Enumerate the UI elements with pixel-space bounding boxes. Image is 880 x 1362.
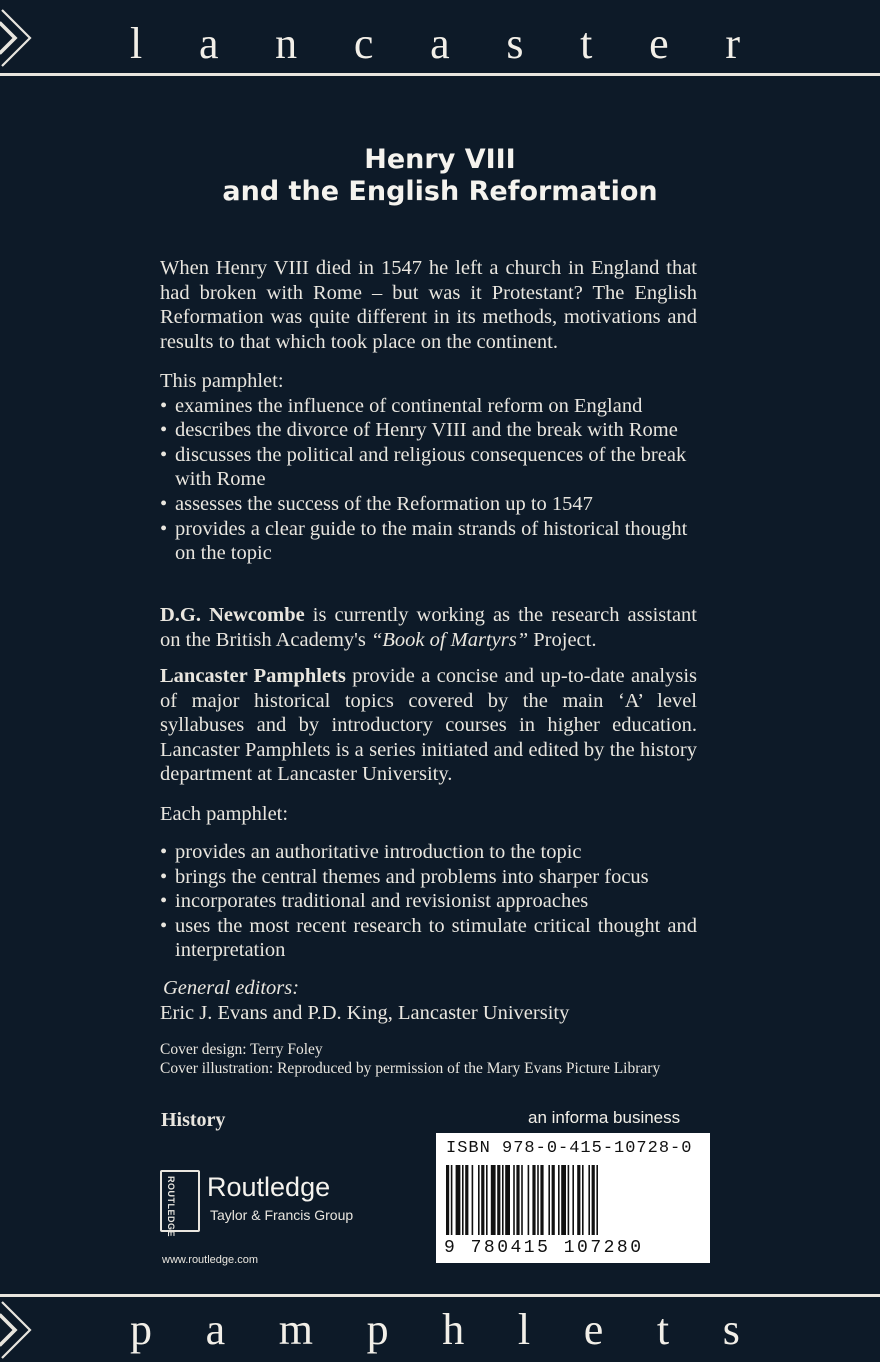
top-letter: a bbox=[198, 19, 219, 68]
pamphlet-heading: This pamphlet: bbox=[160, 370, 284, 392]
bottom-letter: p bbox=[366, 1305, 389, 1354]
list-item: • discusses the political and religious consequences of the break with Rome bbox=[160, 443, 697, 492]
diamond-lattice-icon bbox=[0, 6, 40, 70]
top-letter: c bbox=[353, 19, 374, 68]
project-name: “Book of Martyrs” bbox=[370, 628, 529, 651]
top-letter: a bbox=[430, 19, 450, 68]
bottom-letter: m bbox=[278, 1305, 314, 1354]
list-item: • uses the most recent research to stimulate critical thought and interpretation bbox=[160, 914, 697, 963]
bottom-letter: l bbox=[517, 1305, 531, 1354]
editors-block bbox=[160, 976, 697, 1025]
pamphlet-bullet-list bbox=[160, 394, 697, 566]
list-item: • incorporates traditional and revisionist approaches bbox=[160, 889, 697, 914]
bottom-letter: s bbox=[722, 1305, 740, 1354]
routledge-logo-icon: ROUTLEDGE bbox=[160, 1170, 200, 1232]
author-name: D.G. Newcombe bbox=[160, 604, 305, 626]
top-letter: s bbox=[506, 19, 524, 68]
publisher-name: Routledge bbox=[207, 1172, 331, 1202]
author-paragraph bbox=[160, 603, 697, 652]
publisher-group: Taylor & Francis Group bbox=[210, 1207, 354, 1223]
each-bullet-list bbox=[160, 840, 697, 963]
cover-design-credit: Cover design: Terry Foley bbox=[160, 1041, 323, 1058]
informa-tagline: an informa business bbox=[528, 1108, 681, 1127]
category-label: History bbox=[161, 1109, 226, 1131]
list-item: • brings the central themes and problems into sharper focus bbox=[160, 865, 697, 890]
series-name: Lancaster Pamphlets bbox=[160, 665, 346, 687]
author-bio: is currently working as the research assistant on the British Academy's bbox=[160, 604, 697, 651]
diamond-lattice-icon bbox=[0, 1298, 40, 1362]
pamphlet-section bbox=[160, 369, 697, 566]
top-letter: n bbox=[275, 19, 298, 68]
bottom-divider bbox=[0, 1294, 880, 1297]
editors-label: General editors: bbox=[163, 977, 300, 999]
top-letter: e bbox=[649, 19, 669, 68]
top-letter: t bbox=[580, 19, 593, 68]
top-divider bbox=[0, 73, 880, 76]
list-item: • describes the divorce of Henry VIII and the break with Rome bbox=[160, 418, 697, 443]
editors-names: Eric J. Evans and P.D. King, Lancaster University bbox=[160, 1001, 570, 1024]
series-wordmark-bottom bbox=[130, 1305, 740, 1354]
barcode-icon bbox=[446, 1165, 700, 1235]
isbn-digits: 9 780415 107280 bbox=[444, 1238, 644, 1258]
bottom-letter: h bbox=[442, 1305, 465, 1354]
bottom-letter: e bbox=[583, 1305, 604, 1354]
publisher-url[interactable]: www.routledge.com bbox=[162, 1254, 258, 1266]
isbn-barcode bbox=[436, 1133, 710, 1263]
each-section bbox=[160, 840, 697, 963]
isbn-label: ISBN 978-0-415-10728-0 bbox=[446, 1139, 693, 1158]
bottom-letter: a bbox=[205, 1305, 226, 1354]
bottom-letter: t bbox=[656, 1305, 670, 1354]
top-letter: r bbox=[725, 19, 740, 68]
list-item: • provides an authoritative introduction to the topic bbox=[160, 840, 697, 865]
list-item: • assesses the success of the Reformation up to 1547 bbox=[160, 492, 697, 517]
book-title-line-2: and the English Reformation bbox=[222, 176, 658, 207]
bottom-letter: p bbox=[130, 1305, 152, 1354]
author-bio-end: Project. bbox=[528, 628, 597, 651]
series-paragraph bbox=[160, 664, 697, 787]
list-item: • provides a clear guide to the main strands of historical thought on the topic bbox=[160, 517, 697, 566]
book-title-line-1: Henry VIII bbox=[364, 144, 516, 175]
intro-paragraph: When Henry VIII died in 1547 he left a church in England that had broken with Rome – but was it Protestant? The English Reformation was quite different in its methods, motivations and results to that which took place on the continent. bbox=[160, 257, 697, 353]
each-section-heading: Each pamphlet: bbox=[160, 803, 289, 825]
top-letter: l bbox=[130, 19, 143, 68]
list-item: • examines the influence of continental reform on England bbox=[160, 394, 697, 419]
cover-illustration-credit: Cover illustration: Reproduced by permission of the Mary Evans Picture Library bbox=[160, 1060, 661, 1077]
series-description: provide a concise and up-to-date analysis of major historical topics covered by the main ‘A’ level syllabuses and by introductory courses in higher education. Lancaster Pamphlets is a series initiated and edited by the history department at Lancaster University. bbox=[160, 665, 698, 786]
series-wordmark-top bbox=[130, 19, 740, 68]
